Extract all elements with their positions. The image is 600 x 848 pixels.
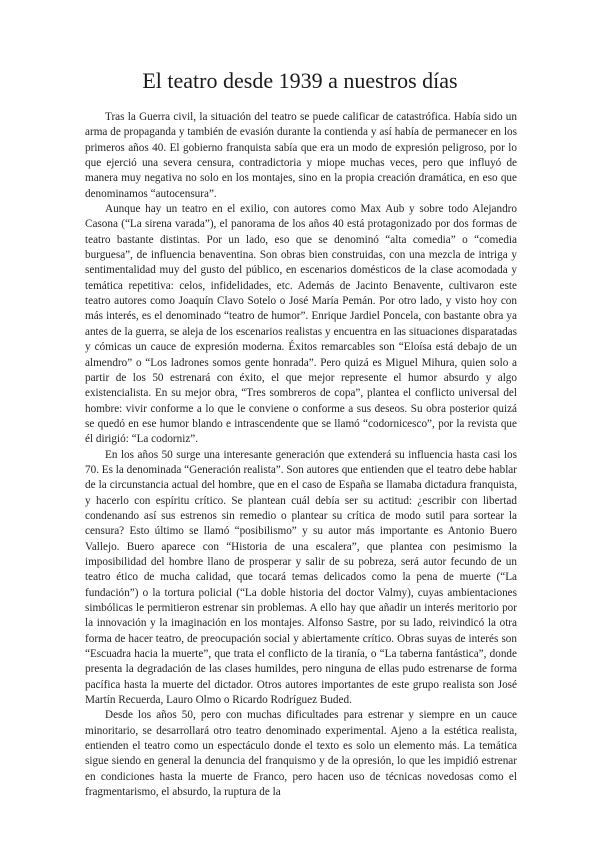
paragraph-1: Tras la Guerra civil, la situación del teatro se puede calificar de catastrófica. Había sido un arma de propaganda y también de evasión durante la contienda y así había de permanecer en los primeros años 40. El gobierno franquista sabía que era un modo de expresión peligroso, por lo que ejerció una severa censura, contradictoria y miope muchas veces, pero que influyó de manera muy negativa no solo en los montajes, sino en la propia creación dramática, en eso que denominamos “autocensura”.	[85, 111, 517, 200]
document-body	[85, 110, 517, 800]
document-title: El teatro desde 1939 a nuestros días	[142, 68, 458, 93]
paragraph-4: Desde los años 50, pero con muchas dificultades para estrenar y siempre en un cauce minoritario, se desarrollará otro teatro denominado experimental. Ajeno a la estética realista, entienden el teatro como un espectáculo donde el texto es solo un elemento más. La temática sigue siendo en general la denuncia del franquismo y de la opresión, lo que les impidió estrenar en condiciones hasta la muerte de Franco, pero hacen uso de técnicas novedosas como el fragmentarismo, el absurdo, la ruptura de la	[85, 709, 517, 799]
paragraph-3: En los años 50 surge una interesante generación que extenderá su influencia hasta casi los 70. Es la denominada “Generación realista”. Son autores que entienden que el teatro debe hablar de la circunstancia actual del hombre, que en el caso de España se llamaba dictadura franquista, y hacerlo con espíritu crítico. Se plantean cuál debía ser su actitud: ¿escribir con libertad condenando así sus estrenos sin remedio o plantear su crítica de modo sutil para sortear la censura? Esto último se llamó “posibilismo” y su autor más importante es Antonio Buero Vallejo. Buero aparece con “Historia de una escalera”, que plantea con pesimismo la imposibilidad del hombre llano de prosperar y salir de su pobreza, será autor fecundo de un teatro ético de mucha calidad, que tocará temas delicados como la pena de muerte (“La fundación”) o la tortura policial (“La doble historia del doctor Valmy), cuyas ambientaciones simbólicas le permitieron estrenar sin problemas. A ello hay que añadir un interés meritorio por la innovación y la imaginación en los montajes. Alfonso Sastre, por su lado, reivindicó la otra forma de hacer teatro, de preocupación social y abiertamente crítico. Obras suyas de interés son “Escuadra hacia la muerte”, que trata el conflicto de la tiranía, o “La taberna fantástica”, donde presenta la degradación de las clases humildes, pero ninguna de ellas pudo estrenarse de forma pacífica hasta la muerte del dictador. Otros autores importantes de este grupo realista son José Martín Recuerda, Lauro Olmo o Ricardo Rodríguez Buded.	[85, 448, 517, 707]
paragraph-2: Aunque hay un teatro en el exilio, con autores como Max Aub y sobre todo Alejandro Casona (“La sirena varada”), el panorama de los años 40 está protagonizado por dos formas de teatro bastante distintas. Por un lado, eso que se denominó “alta comedia” o “comedia burguesa”, de influencia benaventina. Son obras bien construidas, con una mezcla de intriga y sentimentalidad muy del gusto del público, en escenarios domésticos de la clase acomodada y temática repetitiva: celos, infidelidades, etc. Además de Jacinto Benavente, cultivaron este teatro autores como Joaquín Clavo Sotelo o José María Pemán. Por otro lado, y visto hoy con más interés, es el denominado “teatro de humor”. Enrique Jardiel Poncela, con bastante obra ya antes de la guerra, se aleja de los escenarios realistas y encuentra en las situaciones disparatadas y cómicas un cauce de expresión moderna. Éxitos remarcables son “Eloísa está debajo de un almendro” o “Los ladrones somos gente honrada”. Pero quizá es Miguel Mihura, quien solo a partir de los 50 estrenará con éxito, el que mejor represente el humor absurdo y algo existencialista. En su mejor obra, “Tres sombreros de copa”, plantea el conflicto universal del hombre: vivir conforme a lo que le conviene o conforme a sus deseos. Su obra posterior quizá se quedó en ese humor blando e intrascendente que se llamó “codornicesco”, por la revista que él dirigió: “La codorniz”.	[85, 203, 517, 446]
